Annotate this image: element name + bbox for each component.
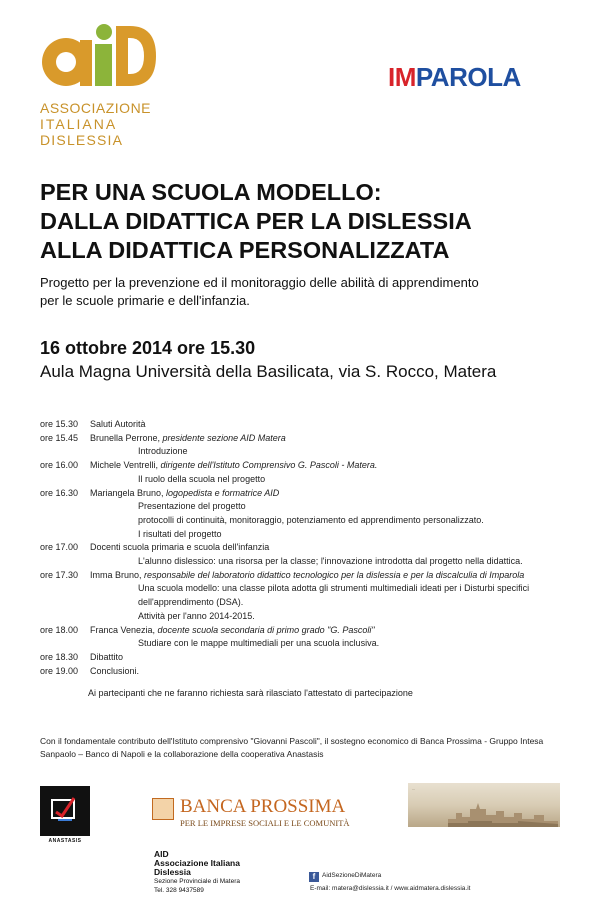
- programme-text: [90, 432, 580, 446]
- aid-name: [40, 100, 151, 148]
- programme-text: [90, 637, 580, 651]
- programme-row: [40, 514, 580, 528]
- programme-text-main: Mariangela Bruno,: [90, 487, 167, 498]
- matera-photo: [408, 783, 560, 827]
- programme-text: [90, 473, 580, 487]
- programme-time: ore 18.30: [40, 651, 79, 662]
- contributions-text: Con il fondamentale contributo dell'Istituto comprensivo "Giovanni Pascoli", il sostegno economico di Banca Prossima - Gruppo Intesa Sanpaolo – Banco di Napoli e la collaborazione della cooperativa Anastasis: [40, 736, 544, 759]
- programme-time: [40, 473, 90, 487]
- programme-row: [40, 624, 580, 638]
- programme-text-main: dell'apprendimento (DSA).: [138, 597, 244, 608]
- photo-caption: ...: [412, 786, 416, 791]
- programme-time: ore 17.30: [40, 569, 79, 580]
- programme-row: [40, 487, 580, 501]
- event-subtitle: [40, 274, 479, 310]
- aid-name-line-3: DISLESSIA: [40, 132, 124, 148]
- imparola-im: IM: [388, 62, 416, 92]
- programme-time: [40, 528, 90, 542]
- programme-time: [40, 514, 90, 528]
- programme-text: [90, 528, 580, 542]
- programme-text: [90, 582, 580, 596]
- title-line-1: PER UNA SCUOLA MODELLO:: [40, 179, 382, 205]
- programme-text: [90, 624, 580, 638]
- programme-text: [90, 665, 580, 679]
- banca-name: BANCA PROSSIMA: [180, 796, 346, 817]
- programme-time: ore 18.00: [40, 624, 79, 635]
- programme-text-main: Saluti Autorità: [90, 419, 146, 429]
- programme-time: ore 15.45: [40, 432, 79, 443]
- facebook-link[interactable]: AidSezioneDiMatera: [322, 872, 382, 879]
- subtitle-line-2: per le scuole primarie e dell'infanzia.: [40, 293, 250, 308]
- aid-contact: [154, 850, 240, 895]
- programme-time: [40, 637, 90, 651]
- programme-row: [40, 569, 580, 583]
- programme-row: [40, 665, 580, 679]
- programme-role: responsabile del laboratorio didattico tecnologico per la dislessia e per la discalculia di Imparola: [144, 569, 525, 580]
- programme-time: ore 17.00: [40, 542, 79, 553]
- programme-row: [40, 528, 580, 542]
- programme-text-main: Michele Ventrelli,: [90, 460, 161, 471]
- programme-row: [40, 432, 580, 446]
- city-skyline-icon: [448, 799, 558, 827]
- anastasis-mark-icon: [40, 786, 90, 836]
- anastasis-label: ANASTASIS: [48, 838, 82, 844]
- imparola-logo: [388, 62, 521, 93]
- programme-time: [40, 555, 90, 569]
- programme-text: [90, 555, 580, 569]
- programme: [40, 418, 580, 678]
- aid-contact-line-2: Associazione Italiana: [154, 858, 240, 868]
- banca-subtitle: PER LE IMPRESE SOCIALI E LE COMUNITÀ: [180, 818, 350, 828]
- programme-text-main: Una scuola modello: una classe pilota adotta gli strumenti multimediali ideati per i Disturbi specifici: [138, 583, 530, 594]
- programme-time: [40, 610, 90, 624]
- programme-role: logopedista e formatrice AID: [166, 487, 280, 498]
- programme-text-main: Dibattito: [90, 651, 124, 662]
- programme-row: [40, 541, 580, 555]
- programme-row: [40, 473, 580, 487]
- programme-text: [90, 487, 580, 501]
- programme-text: [90, 541, 580, 555]
- programme-time: ore 19.00: [40, 665, 79, 676]
- programme-time: [40, 500, 90, 514]
- imparola-parola: PAROLA: [415, 62, 521, 92]
- programme-row: [40, 596, 580, 610]
- programme-row: [40, 610, 580, 624]
- programme-role: dirigente dell'Istituto Comprensivo G. Pascoli - Matera.: [160, 460, 378, 471]
- programme-text: [90, 418, 580, 432]
- programme-time: [40, 445, 90, 459]
- contact-email-website[interactable]: E-mail: matera@dislessia.it / www.aidmatera.dislessia.it: [310, 885, 471, 892]
- banca-mark-icon: [152, 798, 174, 820]
- anastasis-logo: [40, 786, 90, 836]
- programme-time: [40, 596, 90, 610]
- aid-contact-line-3: Dislessia: [154, 867, 191, 877]
- title-line-2: DALLA DIDATTICA PER LA DISLESSIA: [40, 208, 472, 234]
- programme-role: docente scuola secondaria di primo grado "G. Pascoli": [157, 624, 375, 635]
- aid-logo: [38, 22, 158, 150]
- programme-text-main: Conclusioni.: [90, 665, 140, 676]
- programme-text: [90, 459, 580, 473]
- programme-text-main: Brunella Perrone,: [90, 432, 163, 443]
- programme-text: [90, 651, 580, 665]
- programme-text-main: Imma Bruno,: [90, 569, 145, 580]
- programme-time: ore 16.30: [40, 487, 79, 498]
- aid-phone: Tel. 328 9437589: [154, 887, 204, 894]
- facebook-icon[interactable]: f: [309, 872, 319, 882]
- programme-text: [90, 514, 580, 528]
- programme-text: [90, 610, 580, 624]
- programme-row: [40, 637, 580, 651]
- aid-section: Sezione Provinciale di Matera: [154, 878, 240, 885]
- programme-row: [40, 582, 580, 596]
- programme-text-main: Attività per l'anno 2014-2015.: [138, 610, 255, 621]
- programme-text-main: Studiare con le mappe multimediali per una scuola inclusiva.: [138, 638, 380, 649]
- title-line-3: ALLA DIDATTICA PERSONALIZZATA: [40, 237, 450, 263]
- programme-row: [40, 500, 580, 514]
- programme-text: [90, 445, 580, 459]
- programme-time: [40, 582, 90, 596]
- attestato-note: Ai partecipanti che ne faranno richiesta sarà rilasciato l'attestato di partecipazione: [88, 688, 413, 698]
- programme-role: presidente sezione AID Matera: [162, 432, 286, 443]
- programme-text: [90, 596, 580, 610]
- programme-text-main: I risultati del progetto: [138, 528, 222, 539]
- programme-text-main: Presentazione del progetto: [138, 501, 246, 512]
- aid-name-line-2: ITALIANA: [40, 116, 118, 132]
- event-venue: Aula Magna Università della Basilicata, via S. Rocco, Matera: [40, 362, 497, 381]
- programme-row: [40, 651, 580, 665]
- programme-text: [90, 500, 580, 514]
- event-date: 16 ottobre 2014 ore 15.30: [40, 338, 256, 358]
- aid-name-line-1: ASSOCIAZIONE: [40, 100, 152, 116]
- programme-row: [40, 555, 580, 569]
- programme-text-main: Introduzione: [138, 446, 188, 457]
- programme-text-main: Il ruolo della scuola nel progetto: [138, 473, 266, 484]
- programme-time: ore 15.30: [40, 419, 79, 429]
- aid-mark-icon: [38, 22, 158, 98]
- event-title: [40, 178, 472, 265]
- programme-row: [40, 445, 580, 459]
- programme-text-main: Docenti scuola primaria e scuola dell'infanzia: [90, 542, 270, 553]
- programme-row: [40, 459, 580, 473]
- aid-contact-line-1: AID: [154, 849, 169, 859]
- programme-text-main: L'alunno dislessico: una risorsa per la classe; l'innovazione introdotta dal progetto nella didattica.: [138, 556, 523, 567]
- programme-text-main: protocolli di continuità, monitoraggio, potenziamento ed apprendimento personalizzato.: [138, 514, 484, 525]
- programme-text-main: Franca Venezia,: [90, 624, 158, 635]
- programme-row: [40, 418, 580, 432]
- programme-text: [90, 569, 580, 583]
- programme-time: ore 16.00: [40, 460, 79, 471]
- banca-prossima-logo: [152, 796, 350, 832]
- subtitle-line-1: Progetto per la prevenzione ed il monitoraggio delle abilità di apprendimento: [40, 275, 479, 290]
